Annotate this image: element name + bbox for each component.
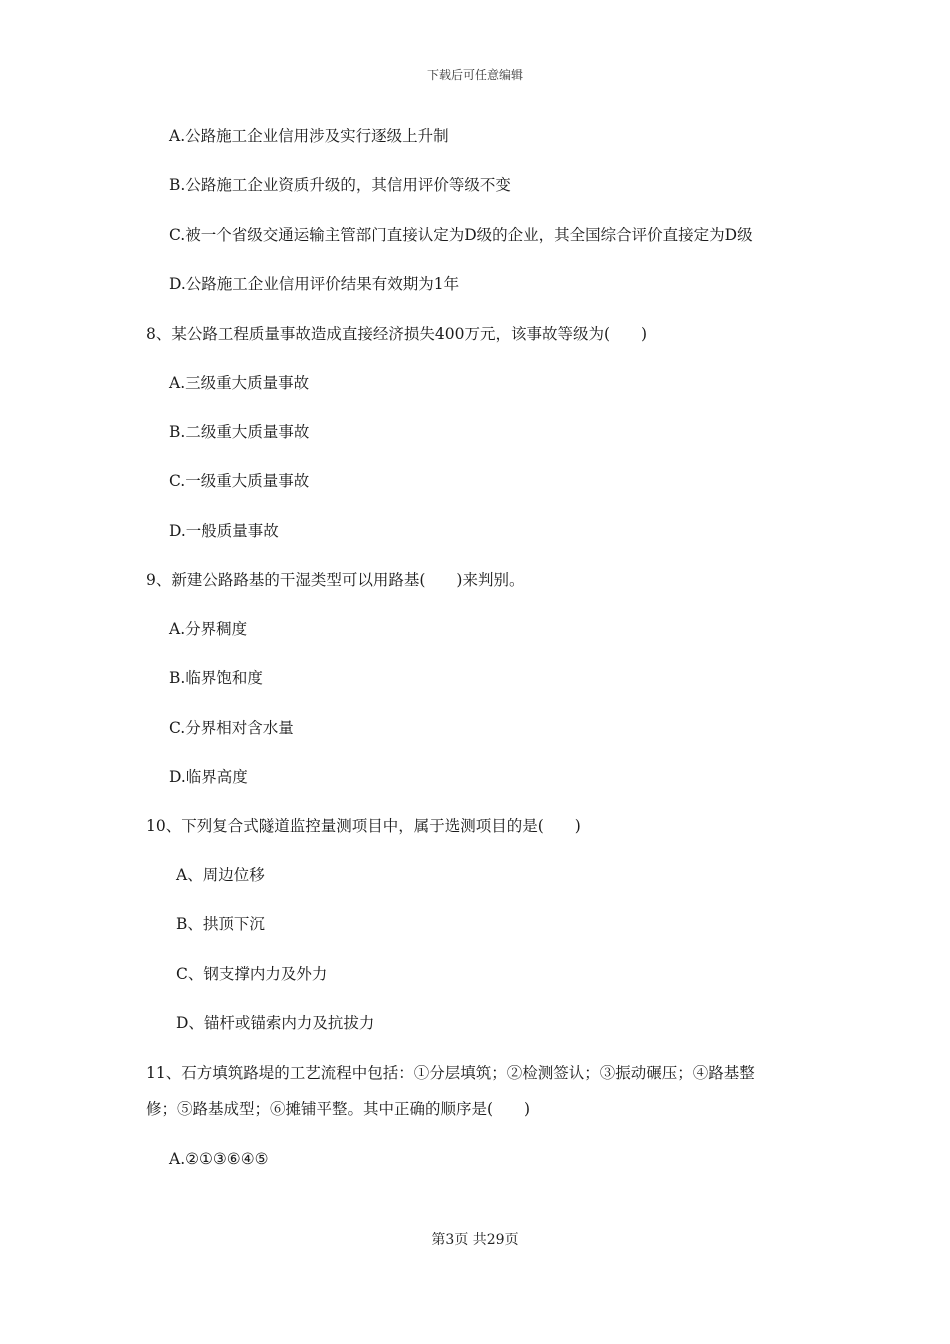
q8-option-a: A.三级重大质量事故	[169, 374, 310, 392]
q8-option-c: C.一级重大质量事故	[169, 472, 310, 490]
q9-option-a: A.分界稠度	[169, 620, 248, 638]
q11-option-a: A.②①③⑥④⑤	[169, 1150, 269, 1168]
q10-option-a: A、周边位移	[176, 866, 265, 884]
q7-option-b: B.公路施工企业资质升级的，其信用评价等级不变	[169, 176, 511, 194]
q7-option-d: D.公路施工企业信用评价结果有效期为1年	[169, 275, 460, 293]
q10-stem: 10、下列复合式隧道监控量测项目中，属于选测项目的是( )	[146, 817, 581, 835]
q10-option-c: C、钢支撑内力及外力	[176, 965, 328, 983]
q10-option-d: D、锚杆或锚索内力及抗拔力	[176, 1014, 375, 1032]
q9-option-c: C.分界相对含水量	[169, 719, 294, 737]
q10-option-b: B、拱顶下沉	[176, 915, 265, 933]
page-header: 下载后可任意编辑	[426, 68, 523, 82]
q9-option-d: D.临界高度	[169, 768, 248, 786]
q11-stem-line1: 11、石方填筑路堤的工艺流程中包括：①分层填筑；②检测签认；③振动碾压；④路基整	[146, 1064, 755, 1082]
q8-option-b: B.二级重大质量事故	[169, 423, 310, 441]
page-number: 第3页 共29页	[431, 1232, 519, 1248]
q8-option-d: D.一般质量事故	[169, 522, 279, 540]
q7-option-c: C.被一个省级交通运输主管部门直接认定为D级的企业，其全国综合评价直接定为D级	[169, 226, 753, 244]
q9-option-b: B.临界饱和度	[169, 669, 263, 687]
q7-option-a: A.公路施工企业信用涉及实行逐级上升制	[169, 127, 449, 145]
q8-stem: 8、某公路工程质量事故造成直接经济损失400万元，该事故等级为( )	[146, 325, 648, 343]
q9-stem: 9、新建公路路基的干湿类型可以用路基( )来判别。	[146, 571, 525, 589]
q11-stem-line2: 修；⑤路基成型；⑥摊铺平整。其中正确的顺序是( )	[146, 1100, 531, 1118]
